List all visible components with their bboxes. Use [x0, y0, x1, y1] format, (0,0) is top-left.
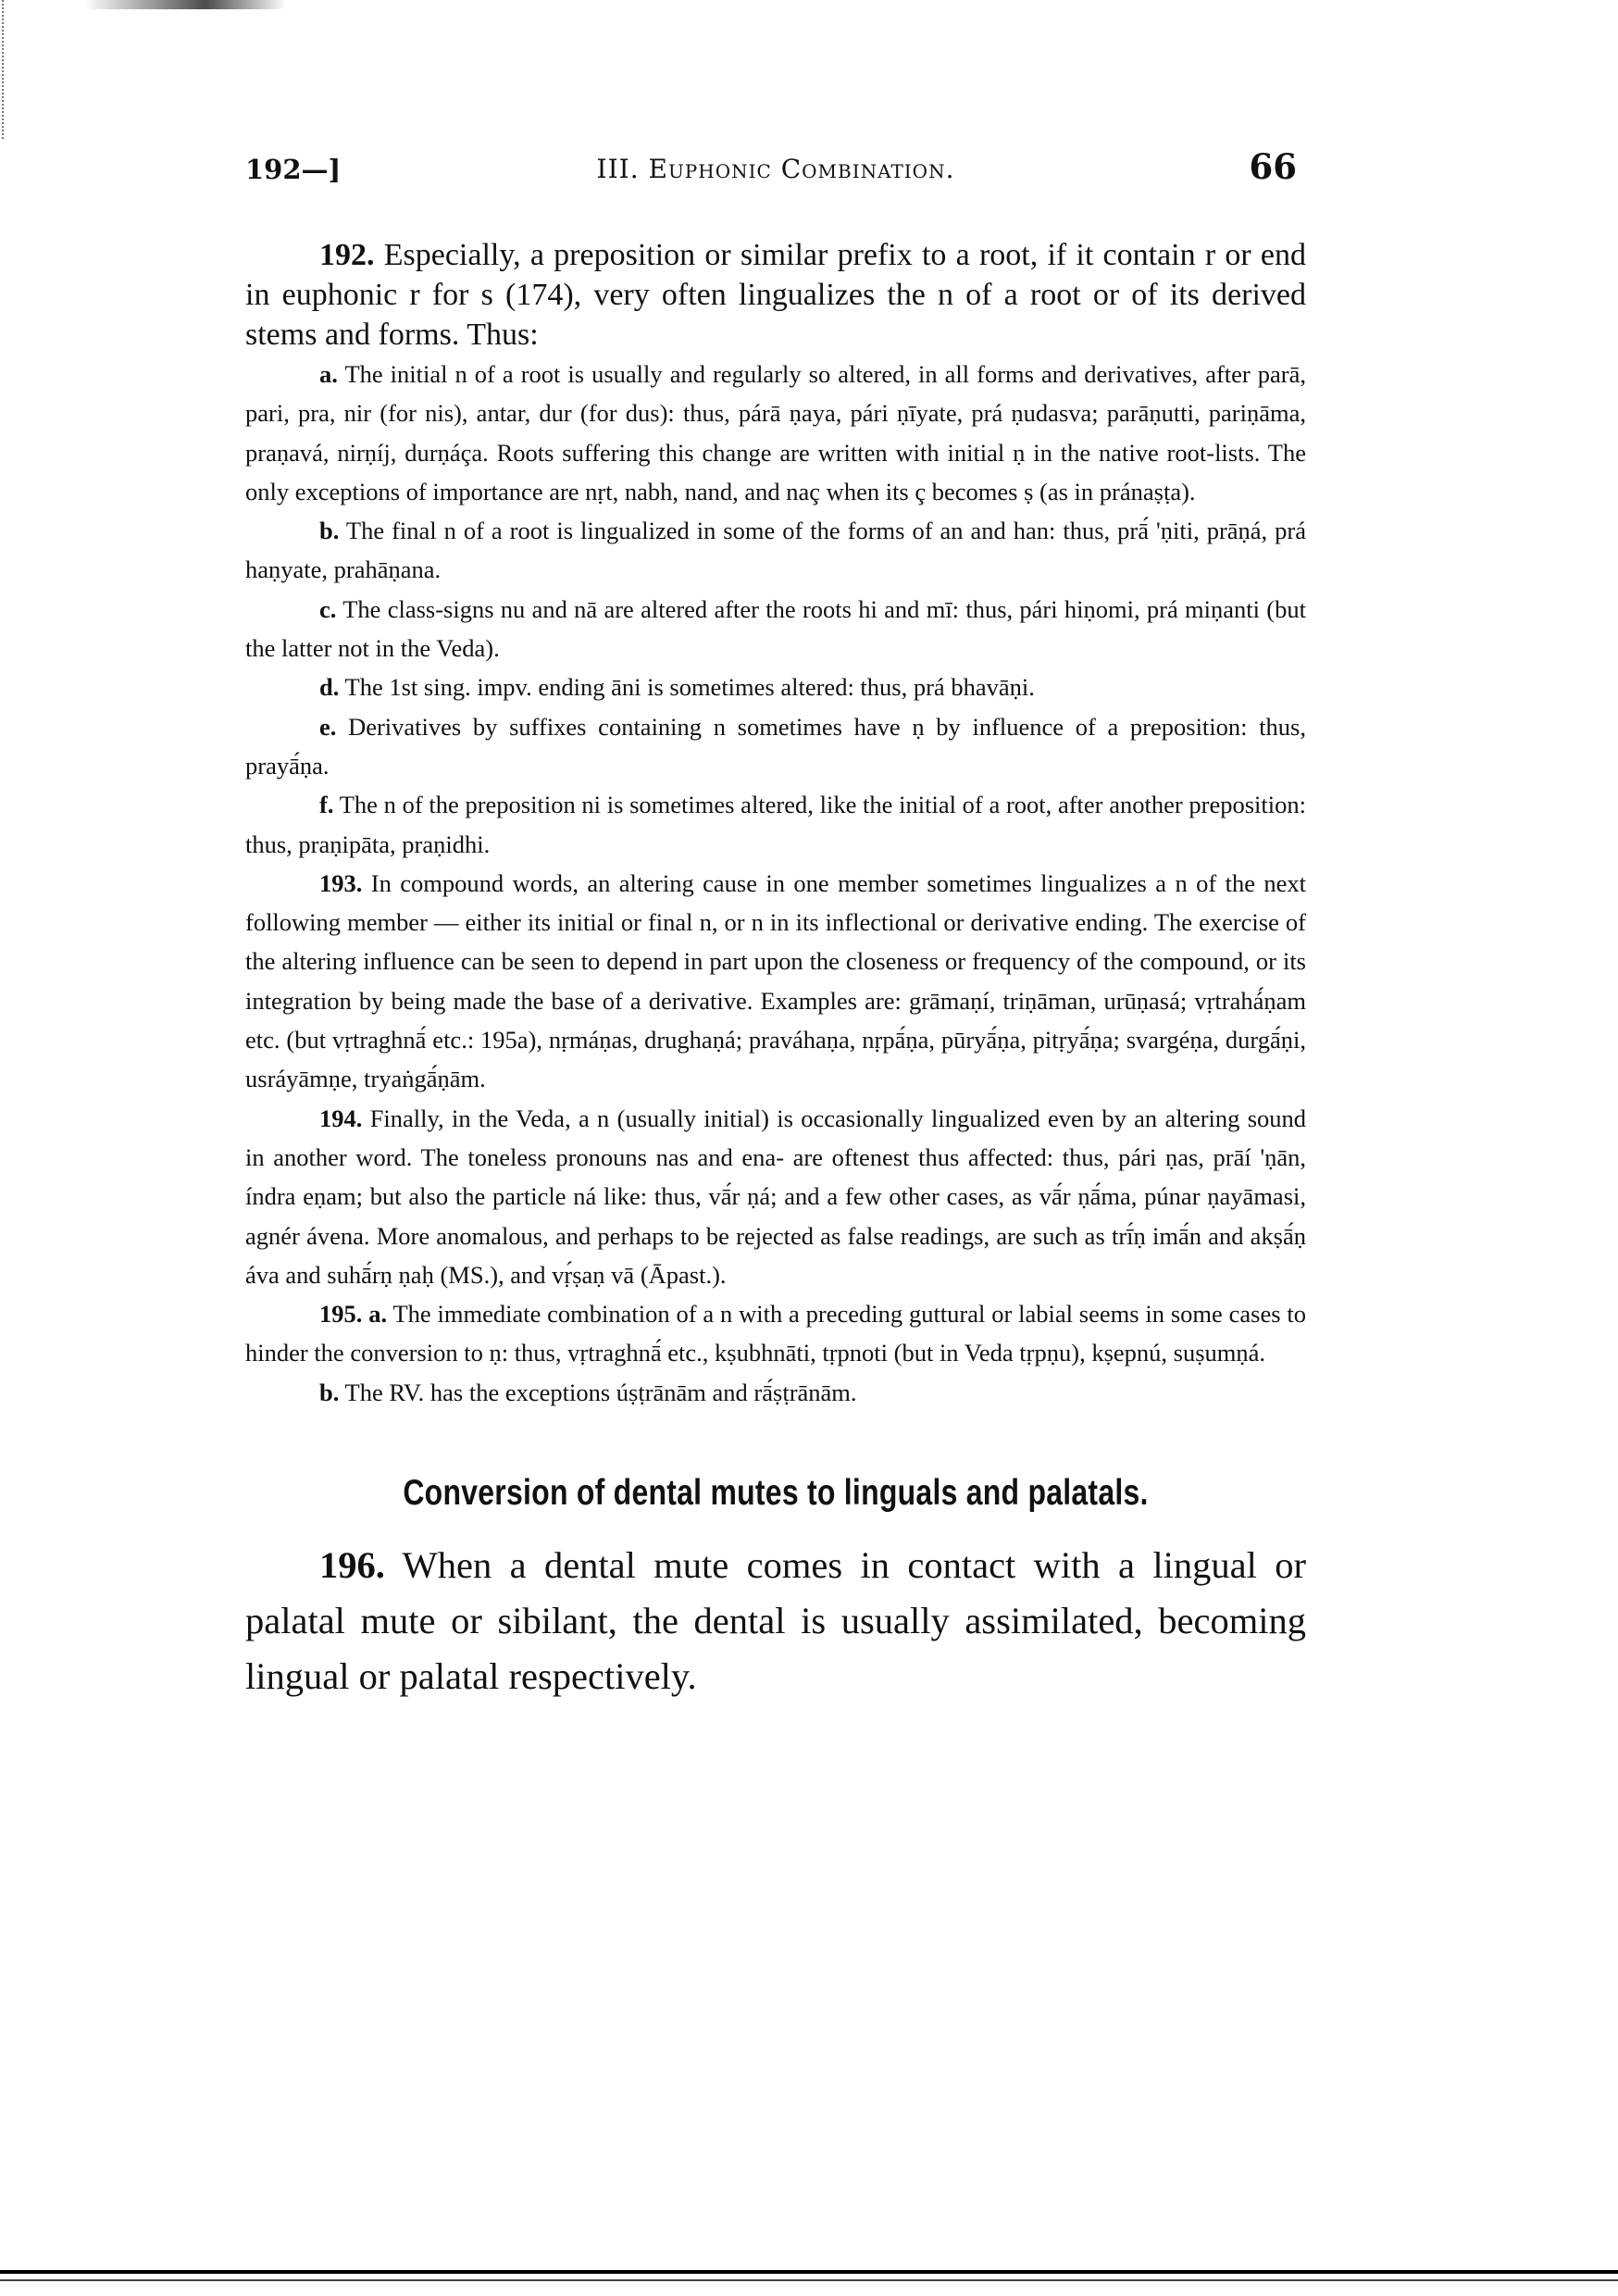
- subparagraph-marker: c.: [319, 594, 337, 623]
- subparagraph-marker: f.: [319, 791, 334, 819]
- subparagraph-marker: a.: [319, 360, 338, 388]
- subparagraph-text: The n of the preposition ni is sometimes altered, like the initial of a root, after another preposition: thus, praṇipāta, praṇidhi.: [245, 791, 1306, 858]
- section-heading: Conversion of dental mutes to linguals and palatals.: [403, 1473, 1149, 1514]
- paragraph-number: 196.: [319, 1544, 385, 1587]
- paragraph-number: 195.: [319, 1300, 363, 1329]
- scan-artifact-top: [83, 0, 287, 9]
- running-header: [245, 146, 1306, 193]
- scan-artifact-bottom-rule-thin: [0, 2279, 1618, 2281]
- paragraph-text: In compound words, an altering cause in one member sometimes lingualizes a n of the next following member — either its initial or final n, or n in its inflectional or derivative ending. The exercise of the altering influence can be seen to depend in part upon the closeness or frequency of the compound, or its integration by being made the base of a derivative. Examples are: grāmaṇí, triṇāman, urūṇasá; vṛtrahá́ṇam etc. (but vṛtraghnā́ etc.: 195a), nṛmáṇas, drughaṇá; praváhaṇa, nṛpā́ṇa, pūryā́ṇa, pitṛyā́ṇa; svargéṇa, durgā́ṇi, usráyāmṇe, tryaṅgā́ṇām.: [245, 868, 1306, 1093]
- paragraph-194: [245, 1099, 1306, 1294]
- paragraph-text: Finally, in the Veda, a n (usually initial) is occasionally lingualized even by an altering sound in another word. The toneless pronouns nas and ena- are oftenest thus affected: thus, pári ṇas, prāí 'ṇān, índra eṇam; but also the particle ná like: thus, vā́r ṇá; and a few other cases, as vā́r ṇā́ma, púnar ṇayāmasi, agnér ávena. More anomalous, and perhaps to be rejected as false readings, are such as trī́ṇ imā́n and akṣā́ṇ áva and suhā́rṇ ṇaḥ (MS.), and vṛ́ṣaṇ vā (Āpast.).: [245, 1104, 1307, 1289]
- paragraph-text: When a dental mute comes in contact with a lingual or palatal mute or sibilant, the dental is usually assimilated, becoming lingual or palatal respectively.: [245, 1544, 1306, 1698]
- header-title: III. Euphonic Combination.: [596, 154, 955, 184]
- subparagraph-text: The RV. has the exceptions úṣṭrānām and rā́ṣṭrānām.: [344, 1378, 857, 1406]
- paragraph-text: Especially, a preposition or similar prefix to a root, if it contain r or end in euphonic r for s (174), very often lingualizes the n of a root or of its derived stems and forms. Thus:: [245, 238, 1307, 352]
- paragraph-196: [245, 1538, 1306, 1704]
- paragraph-text: The immediate combination of a n with a preceding guttural or labial seems in some cases to hinder the conversion to ṇ: thus, vṛtraghnā́ etc., kṣubhnāti, tṛpnoti (but in Veda tṛpṇu), kṣepnú, suṣumṇá.: [245, 1300, 1306, 1367]
- subparagraph-marker: b.: [319, 517, 340, 545]
- scan-artifact-bottom-rule: [0, 2270, 1618, 2274]
- paragraph-193: [245, 864, 1306, 1099]
- subparagraph-192d: [245, 668, 1306, 706]
- paragraph-number: 193.: [319, 868, 363, 897]
- subparagraph-192c: [245, 590, 1306, 668]
- subparagraph-192f: [245, 785, 1306, 864]
- subparagraph-text: Derivatives by suffixes containing n sometimes have ṇ by influence of a preposition: thus, prayā́ṇa.: [245, 712, 1306, 780]
- scan-artifact-left-edge: [2, 0, 6, 139]
- paragraph-number: 194.: [319, 1104, 363, 1132]
- book-page: [245, 146, 1306, 1704]
- subparagraph-text: The class-signs nu and nā are altered after the roots hi and mī: thus, pári hiṇomi, prá miṇanti (but the latter not in the Veda).: [245, 594, 1306, 663]
- paragraph-192: [245, 235, 1306, 355]
- subparagraph-marker: e.: [319, 712, 337, 741]
- subparagraph-marker: a.: [368, 1300, 388, 1329]
- subparagraph-text: The 1st sing. impv. ending āni is sometimes altered: thus, prá bhavāṇi.: [344, 673, 1035, 702]
- page-number: 66: [1249, 146, 1297, 187]
- header-section-ref: 192—]: [245, 154, 342, 185]
- subparagraph-192e: [245, 707, 1306, 786]
- subparagraph-marker: d.: [319, 673, 340, 702]
- subparagraph-text: The initial n of a root is usually and regularly so altered, in all forms and derivatives, after parā, pari, pra, nir (for nis), antar, dur (for dus): thus, párā ṇaya, pári ṇīyate, prá ṇudasva; parāṇutti, pariṇāma, praṇavá, nirṇíj, durṇáça. Roots suffering this change are written with initial ṇ in the native root-lists. The only exceptions of importance are nṛt, nabh, nand, and naç when its ç becomes ṣ (as in pránaṣṭa).: [245, 360, 1306, 505]
- subparagraph-192a: [245, 355, 1306, 511]
- subparagraph-192b: [245, 511, 1306, 590]
- subparagraph-195b: [245, 1373, 1306, 1412]
- subparagraph-marker: b.: [319, 1378, 340, 1406]
- paragraph-195a: [245, 1294, 1306, 1373]
- paragraph-number: 192.: [319, 238, 375, 272]
- subparagraph-text: The final n of a root is lingualized in some of the forms of an and han: thus, prā́ 'ṇiti, prāṇá, prá haṇyate, prahāṇana.: [245, 517, 1306, 584]
